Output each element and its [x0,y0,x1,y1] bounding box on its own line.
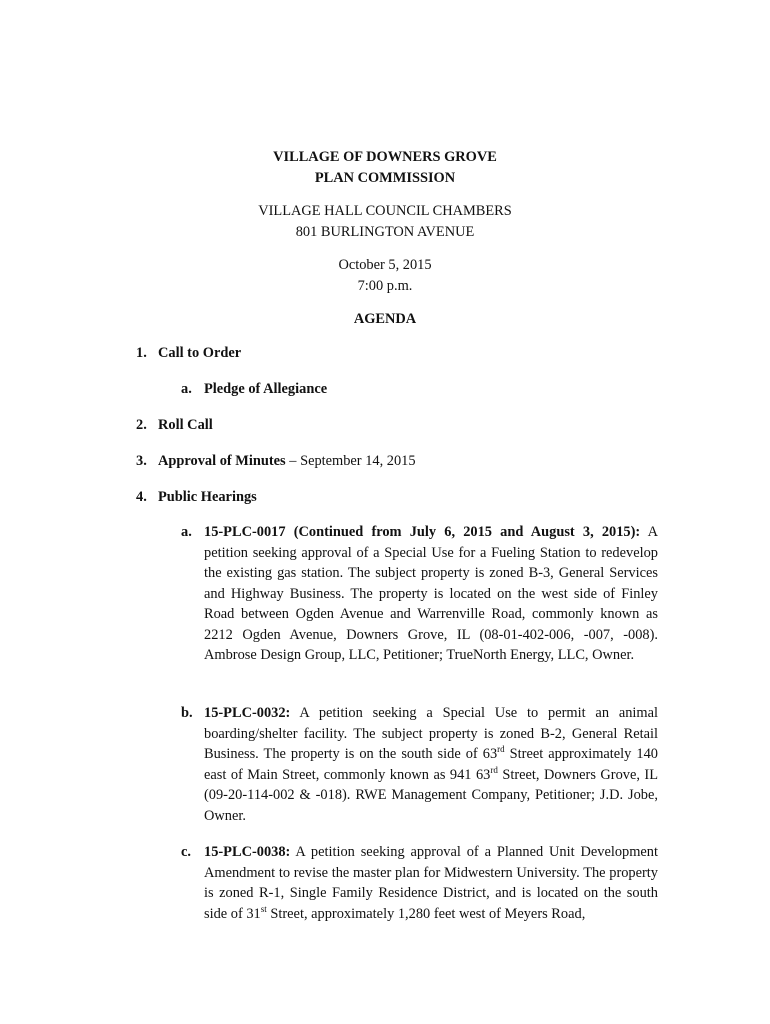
hearing-marker: c. [181,844,191,860]
org-title [0,147,770,188]
venue-address: 801 BURLINGTON AVENUE [295,223,475,240]
hearing-item-c [181,842,658,924]
case-number: 15-PLC-0017 (Continued from July 6, 2015 and August 3, 2015): [204,524,641,540]
minutes-date: – September 14, 2015 [285,453,416,469]
hearing-item-a [181,522,658,666]
hearing-marker: a. [181,524,192,540]
case-number: 15-PLC-0032: [204,705,291,721]
hearing-body: 15-PLC-0038: A petition seeking approval of a Planned Unit Development Amendment to revise the master plan for Midwestern University. The property is zoned R-1, Single Family Residence District, and is located on the south side of 31st Street, approximately 1,280 feet west of Meyers Road, [204,844,659,922]
meeting-time: 7:00 p.m. [357,277,413,294]
hearing-marker: b. [181,705,193,721]
subitem-label: Pledge of Allegiance [204,381,328,397]
case-number: 15-PLC-0038: [204,844,291,860]
meeting-date: October 5, 2015 [338,257,432,273]
agenda-title: AGENDA [353,311,417,327]
item-number: 2. [136,417,147,433]
subitem-marker: a. [181,381,192,397]
meeting-datetime [0,255,770,296]
item-label: Public Hearings [158,489,257,505]
hearing-body [204,522,658,666]
item-label: Approval of Minutes – September 14, 2015 [158,453,416,469]
item-label: Roll Call [158,417,213,433]
commission-name: PLAN COMMISSION [314,169,456,186]
hearing-item-b [181,703,658,826]
item-number: 1. [136,345,147,361]
item-number: 4. [136,489,147,505]
item-number: 3. [136,453,147,469]
venue-name: VILLAGE HALL COUNCIL CHAMBERS [258,203,512,219]
hearing-body: 15-PLC-0032: A petition seeking a Special Use to permit an animal boarding/shelter facility. The subject property is zoned B-2, General Retail Business. The property is on the south side of 63rd Street approximately 140 east of Main Street, commonly known as 941 63rd Street, Downers Grove, IL (09-20-114-002 & -018). RWE Management Company, Petitioner; J.D. Jobe, Owner. [204,705,659,824]
org-name: VILLAGE OF DOWNERS GROVE [273,149,497,165]
venue-block [0,201,770,242]
item-label: Call to Order [158,345,242,361]
hearing-text: A petition seeking approval of a Special Use for a Fueling Station to redevelop the existing gas station. The subject property is zoned B-3, General Services and Highway Business. The property is located on the west side of Finley Road between Ogden Avenue and Warrenville Road, commonly known as 2212 Ogden Avenue, Downers Grove, IL (08-01-402-006, -007, -008). Ambrose Design Group, LLC, Petitioner; TrueNorth Energy, LLC, Owner. [204,524,658,663]
